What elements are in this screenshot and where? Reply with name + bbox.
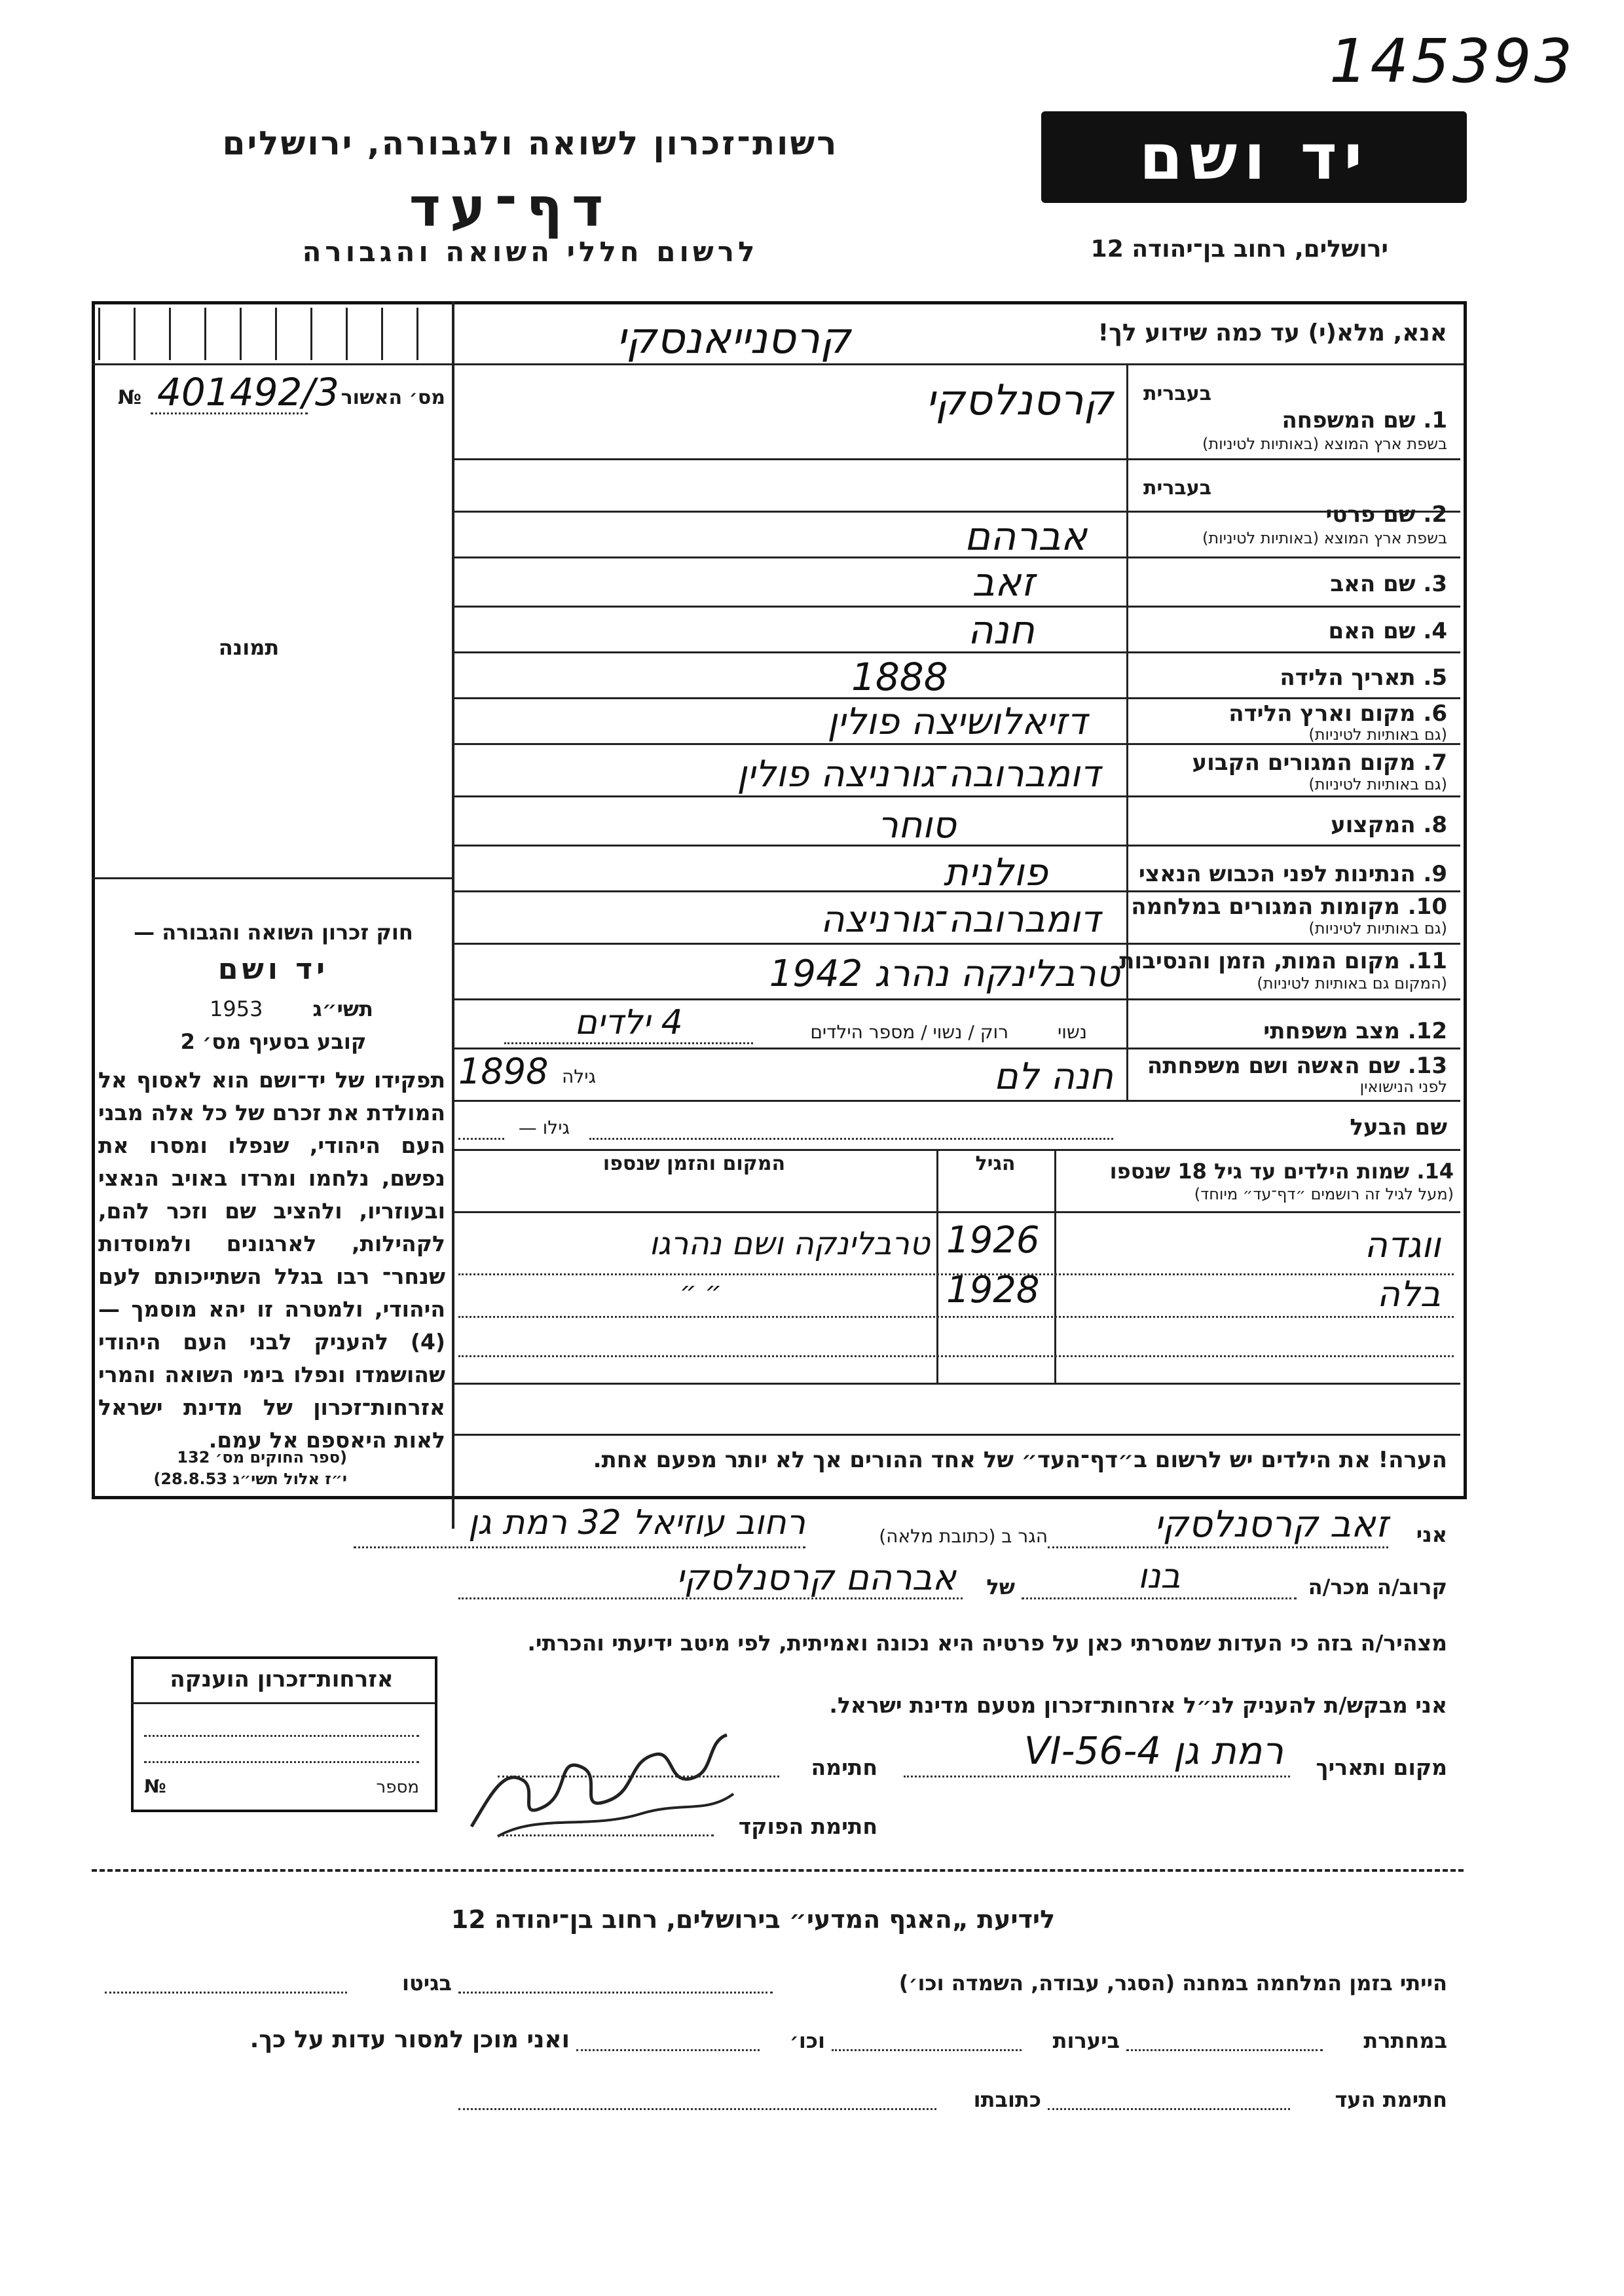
- child-1-age: 1926: [946, 1219, 1040, 1262]
- field-13-age-label: גילה: [561, 1066, 596, 1087]
- row-line: [458, 1316, 1454, 1318]
- row-line: [452, 943, 1460, 945]
- decl-place-date-label: מקום ותאריך: [1316, 1755, 1447, 1780]
- decl-statement: מצהיר/ה בזה כי העדות שמסרתי כאן על פרטיה היא נכונה ואמיתית, לפי מיטב ידיעתי והכרתי.: [527, 1630, 1447, 1656]
- row-line: [452, 458, 1460, 460]
- law-year-heb: תשי״ג: [312, 996, 373, 1021]
- law-yad-vashem: יד ושם: [217, 953, 329, 986]
- law-year: 1953: [210, 996, 263, 1021]
- field-11-sub: (המקום גם באותיות לטיניות): [1257, 974, 1447, 993]
- approval-number: 401492/3: [157, 370, 339, 414]
- citizenship-line: [144, 1761, 419, 1763]
- row-line: [452, 998, 1460, 1000]
- field-13-value: חנה לם: [993, 1055, 1113, 1098]
- form-title: דף־עד: [409, 177, 613, 239]
- footer-line2-forests: ביערות: [1052, 2028, 1120, 2053]
- divider: [452, 1383, 1460, 1385]
- approval-label: מס׳ האשור: [341, 386, 445, 409]
- field-4-label: 4. שם האם: [1328, 618, 1447, 644]
- field-11-label: 11. מקום המות, הזמן והנסיבות: [1119, 948, 1447, 974]
- footer-blank: [458, 2108, 936, 2110]
- footer-blank: [1126, 2049, 1323, 2051]
- husband-line: [589, 1138, 1113, 1140]
- footer-blank: [1048, 2108, 1290, 2110]
- divider: [452, 1211, 1460, 1213]
- field-7-sub: (גם באותיות לטיניות): [1308, 775, 1447, 793]
- children-col-place: המקום והזמן שנספו: [602, 1152, 786, 1175]
- field-10-value: דומברובה־גורניצה: [821, 898, 1100, 941]
- divider: [936, 1149, 938, 1385]
- decl-signature-label: חתימה: [811, 1755, 877, 1780]
- child-2-age: 1928: [946, 1269, 1040, 1311]
- decl-residing-label: הגר ב (כתובת מלאה): [879, 1525, 1048, 1547]
- citizenship-line: [144, 1735, 419, 1737]
- field-13-sub: לפני הנישואין: [1359, 1078, 1447, 1096]
- yad-vashem-logo: [1041, 111, 1467, 203]
- field-1-value: קרסנלסקי: [925, 376, 1113, 425]
- decl-request: אני מבקש/ת להעניק לנ״ל אזרחות־זכרון מטעם מדינת ישראל.: [829, 1692, 1447, 1718]
- field-9-label: 9. הנתינות לפני הכבוש הנאצי: [1138, 861, 1447, 887]
- divider: [92, 877, 453, 879]
- husband-age-line: [458, 1138, 504, 1140]
- field-5-value: 1888: [851, 655, 948, 699]
- field-9-value: פולנית: [943, 850, 1048, 894]
- cut-line: [92, 1869, 1464, 1872]
- law-title: חוק זכרון השואה והגבורה —: [134, 920, 413, 945]
- field-12-children-label: רוק / נשוי / מספר הילדים: [810, 1021, 1008, 1043]
- ruled-boxes: [98, 308, 452, 360]
- decl-relation: בנו: [1137, 1557, 1181, 1596]
- decl-of-label: של: [986, 1575, 1015, 1599]
- field-2-label: 2. שם פרטי: [1325, 501, 1447, 528]
- field-3-value: זאב: [972, 560, 1035, 606]
- footer-blank: [105, 1992, 347, 1994]
- decl-i-label: אני: [1416, 1522, 1447, 1547]
- law-ref-2: י״ז אלול תשי״ג 28.8.53): [153, 1470, 347, 1488]
- row-line: [458, 1355, 1454, 1357]
- field-2-hint: בעברית: [1143, 477, 1211, 500]
- field-13-age: 1898: [458, 1051, 549, 1092]
- footer-blank: [576, 2049, 760, 2051]
- child-2-place: ״ ״: [679, 1277, 722, 1307]
- field-1-label: 1. שם המשפחה: [1282, 407, 1447, 433]
- address-line: [354, 1546, 805, 1548]
- row-line: [452, 697, 1460, 699]
- footer-line3-address: כתובתו: [973, 2087, 1041, 2112]
- field-1-hint: בעברית: [1143, 382, 1211, 405]
- field-6-sub: (גם באותיות לטיניות): [1308, 725, 1447, 744]
- field-8-value: סוחר: [877, 804, 956, 847]
- field-10-label: 10. מקומות המגורים במלחמה: [1131, 894, 1447, 920]
- law-ref-1: (ספר החוקים מס׳ 132: [177, 1448, 347, 1467]
- decl-of-name: אברהם קרסנלסקי: [676, 1557, 956, 1598]
- field-12-label: 12. מצב משפחתי: [1263, 1018, 1447, 1044]
- child-2-name: בלה: [1376, 1273, 1441, 1315]
- children-heading: 14. שמות הילדים עד גיל 18 שנספו: [1109, 1159, 1454, 1184]
- footer-line2-ready: ואני מוכן למסור עדות על כך.: [249, 2026, 570, 2053]
- divider: [452, 1434, 1460, 1436]
- law-text: תפקידו של יד־ושם הוא לאסוף אל המולדת את זכרם של כל אלה מבני העם היהודי, שנפלו ומסרו את נפשם, נלחמו ומרדו באויב הנאצי ובעוזריו, ולהציב שם וזכר להם, לקהילות, לארגונים ולמוסדות שנחר־ רבו בגלל השתייכותם לעם היהודי, ולמטרה זו יהא מוסמך — (4) להעניק לבני העם היהודי שהושמדו ונפלו בימי השואה והמרי אזרחות־זכרון של מדינת ישראל לאות היאספם אל עמם.: [98, 1067, 445, 1453]
- divider: [452, 301, 454, 1529]
- divider: [1126, 363, 1128, 1100]
- field-7-value: דומברובה־גורניצה פולין: [737, 753, 1100, 795]
- field-2-value: אברהם: [964, 514, 1087, 560]
- footer-line1-end: בגיטו: [402, 1971, 452, 1995]
- citizenship-number-mark: №: [144, 1776, 166, 1797]
- field-12-children: 4 ילדים: [574, 1003, 683, 1042]
- photo-label: תמונה: [218, 635, 280, 660]
- children-col-age: הגיל: [975, 1152, 1016, 1175]
- row-line: [452, 1048, 1460, 1049]
- instruction-text: אנא, מלא(י) עד כמה שידוע לך!: [1098, 319, 1447, 346]
- approval-no-mark: №: [118, 386, 142, 409]
- divider: [1054, 1149, 1056, 1385]
- citizenship-number-label: מספר: [376, 1777, 419, 1797]
- footer-line2-underground: במחתרת: [1363, 2028, 1447, 2053]
- field-7-label: 7. מקום המגורים הקבוע: [1192, 750, 1447, 776]
- field-3-label: 3. שם האב: [1330, 571, 1447, 597]
- form-subtitle: לרשום חללי השואה והגבורה: [302, 236, 759, 268]
- relation-line: [1022, 1597, 1297, 1599]
- officer-line: [498, 1834, 714, 1836]
- decl-officer-label: חתימת הפוקד: [738, 1813, 877, 1839]
- note-text: הערה! את הילדים יש לרשום ב״דף־העד״ של אחד ההורים אך לא יותר מפעם אחת.: [593, 1447, 1447, 1473]
- declarant-name: זאב קרסנלסקי: [1154, 1503, 1388, 1546]
- field-1-sub: בשפת ארץ המוצא (באותיות לטיניות): [1202, 435, 1447, 453]
- footer-blank: [832, 2049, 1022, 2051]
- declarant-line: [1048, 1546, 1388, 1548]
- husband-age-label: גילו —: [518, 1117, 570, 1139]
- field-11-value: טרבלינקה נהרג 1942: [769, 953, 1120, 995]
- footer-line1: הייתי בזמן המלחמה במחנה (הסגר, עבודה, השמדה וכו׳): [898, 1971, 1447, 1995]
- children-count-line: [504, 1042, 753, 1044]
- field-6-label: 6. מקום וארץ הלידה: [1228, 701, 1447, 727]
- header-address: ירושלים, רחוב בן־יהודה 12: [1090, 236, 1388, 263]
- row-line: [452, 795, 1460, 797]
- divider: [92, 363, 1464, 365]
- authority-heading: רשות־זכרון לשואה ולגבורה, ירושלים: [222, 124, 839, 162]
- child-1-place: טרבלינקה ושם נהרגו: [649, 1226, 930, 1262]
- child-1-name: ווגדה: [1364, 1224, 1441, 1266]
- field-2-sub: בשפת ארץ המוצא (באותיות לטיניות): [1202, 529, 1447, 547]
- husband-label: שם הבעל: [1350, 1114, 1447, 1140]
- decl-place-date: רמת גן 4-VI-56: [1024, 1728, 1283, 1773]
- footer-blank: [458, 1992, 773, 1994]
- children-heading-sub: (מעל לגיל זה רושמים ״דף־עד״ מיוחד): [1194, 1185, 1454, 1203]
- field-8-label: 8. המקצוע: [1331, 812, 1447, 838]
- field-13-label: 13. שם האשה ושם משפחתה: [1147, 1053, 1447, 1079]
- divider: [131, 1702, 435, 1704]
- top-handwritten-name: קרסנייאנסקי: [616, 313, 851, 363]
- row-line: [452, 1100, 1460, 1102]
- citizenship-title: אזרחות־זכרון הוענקה: [170, 1666, 394, 1692]
- signature-scrawl: [445, 1715, 747, 1846]
- footer-line2-etc: וכו׳: [789, 2028, 825, 2053]
- footer-heading: לידיעת „האגף המדעי״ בירושלים, רחוב בן־יהודה 12: [451, 1905, 1056, 1934]
- field-10-sub: (גם באותיות לטיניות): [1308, 919, 1447, 938]
- decl-relative-label: קרוב/ה מכר/ה: [1308, 1575, 1447, 1599]
- field-4-value: חנה: [967, 608, 1035, 653]
- field-5-label: 5. תאריך הלידה: [1280, 665, 1447, 691]
- field-6-value: דזיאלושיצה פולין: [827, 701, 1087, 743]
- row-line: [452, 1149, 1460, 1151]
- archive-number: 145393: [1329, 26, 1576, 96]
- row-line: [452, 845, 1460, 847]
- field-12-value: נשוי: [1058, 1021, 1087, 1043]
- logo-text: יד ושם: [1139, 120, 1369, 194]
- footer-line3-signature: חתימת העד: [1335, 2087, 1447, 2112]
- law-section: קובע בסעיף מס׳ 2: [180, 1029, 367, 1054]
- place-date-line: [904, 1776, 1290, 1777]
- declarant-address: רחוב עוזיאל 32 רמת גן: [468, 1503, 805, 1542]
